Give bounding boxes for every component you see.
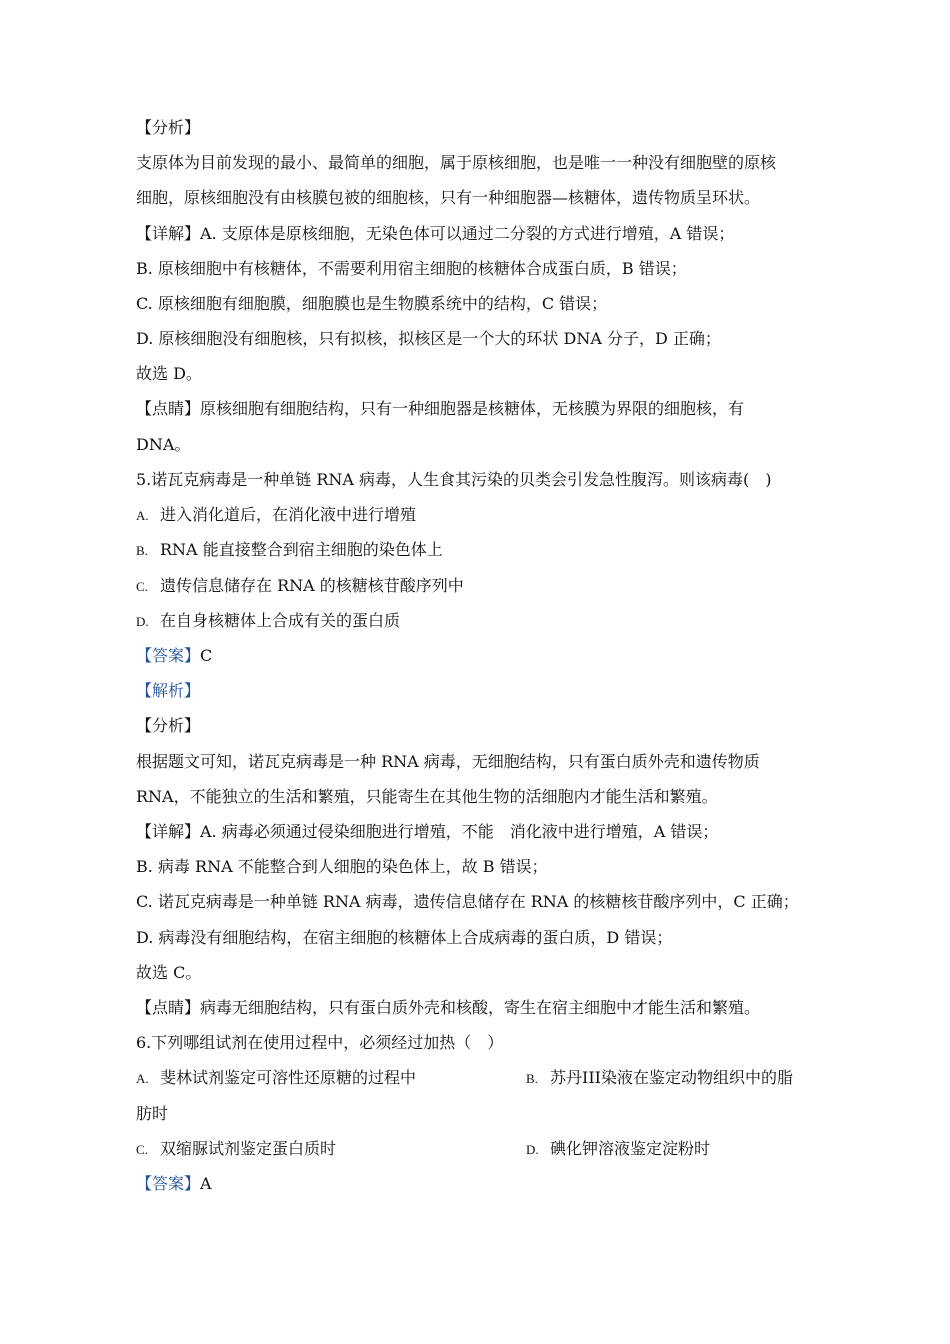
key-point-line-1: 【点睛】原核细胞有细胞结构，只有一种细胞器是核糖体，无核膜为界限的细胞核，有 [136, 399, 745, 418]
q5-key-point: 【点睛】病毒无细胞结构，只有蛋白质外壳和核酸，寄生在宿主细胞中才能生活和繁殖。 [136, 998, 761, 1017]
option-letter: B. [136, 543, 148, 558]
q5-choose-c: 故选 C。 [136, 963, 202, 982]
q5-detail-b: B. 病毒 RNA 不能整合到人细胞的染色体上，故 B 错误； [136, 857, 548, 876]
q6-option-c [136, 1138, 516, 1161]
choose-d-line: 故选 D。 [136, 364, 202, 383]
option-text: 在自身核糖体上合成有关的蛋白质 [160, 611, 401, 630]
answer-value: C [200, 646, 213, 665]
q5-option-c [136, 575, 826, 598]
option-text: 进入消化道后，在消化液中进行增殖 [160, 505, 417, 524]
analysis-heading: 【分析】 [136, 118, 201, 137]
q5-analysis-heading: 【分析】 [136, 716, 201, 735]
q6-option-d [526, 1138, 710, 1161]
q6-answer [136, 1173, 826, 1195]
q5-jiexi-label: 【解析】 [136, 681, 201, 700]
answer-value: A [200, 1174, 212, 1193]
q5-option-b [136, 539, 826, 562]
q5-detail-d: D. 病毒没有细胞结构，在宿主细胞的核糖体上合成病毒的蛋白质，D 错误； [136, 928, 673, 947]
answer-label: 【答案】 [136, 646, 201, 665]
q6-option-b [526, 1067, 793, 1090]
detail-line-d: D. 原核细胞没有细胞核，只有拟核，拟核区是一个大的环状 DNA 分子，D 正确； [136, 329, 721, 348]
answer-label: 【答案】 [136, 1174, 201, 1193]
option-letter: A. [136, 508, 149, 523]
q5-detail-c: C. 诺瓦克病毒是一种单链 RNA 病毒，遗传信息储存在 RNA 的核糖核苷酸序列中，C 正确； [136, 892, 799, 911]
q6-option-b-continuation: 肪时 [136, 1104, 169, 1123]
option-letter: C. [136, 579, 148, 594]
q5-option-a [136, 504, 826, 527]
q5-detail-a: 【详解】A. 病毒必须通过侵染细胞进行增殖，不能 消化液中进行增殖，A 错误； [136, 822, 719, 841]
question-6-stem: 6.下列哪组试剂在使用过程中，必须经过加热（ ） [136, 1033, 504, 1052]
q5-analysis-line-2: RNA，不能独立的生活和繁殖，只能寄生在其他生物的活细胞内才能生活和繁殖。 [136, 787, 718, 806]
question-5-stem: 5.诺瓦克病毒是一种单链 RNA 病毒，人生食其污染的贝类会引发急性腹泻。则该病毒( ) [136, 470, 772, 489]
detail-line-c: C. 原核细胞有细胞膜，细胞膜也是生物膜系统中的结构，C 错误； [136, 294, 608, 313]
option-text: RNA 能直接整合到宿主细胞的染色体上 [160, 540, 443, 559]
analysis-text-line-2: 细胞，原核细胞没有由核膜包被的细胞核，只有一种细胞器—核糖体，遗传物质呈环状。 [136, 188, 761, 207]
q5-option-d [136, 610, 826, 633]
option-text: 碘化钾溶液鉴定淀粉时 [550, 1139, 711, 1158]
option-letter: D. [136, 614, 149, 629]
detail-line-a: 【详解】A. 支原体是原核细胞，无染色体可以通过二分裂的方式进行增殖，A 错误； [136, 224, 735, 243]
option-text: 斐林试剂鉴定可溶性还原糖的过程中 [160, 1068, 417, 1087]
option-letter: A. [136, 1071, 149, 1086]
option-text: 苏丹III染液在鉴定动物组织中的脂 [550, 1068, 793, 1087]
option-text: 遗传信息储存在 RNA 的核糖核苷酸序列中 [160, 576, 464, 595]
option-letter: D. [526, 1142, 539, 1157]
analysis-text-line-1: 支原体为目前发现的最小、最简单的细胞，属于原核细胞，也是唯一一种没有细胞壁的原核 [136, 153, 777, 172]
option-letter: C. [136, 1142, 148, 1157]
q5-analysis-line-1: 根据题文可知，诺瓦克病毒是一种 RNA 病毒，无细胞结构，只有蛋白质外壳和遗传物质 [136, 752, 760, 771]
key-point-line-2: DNA。 [136, 435, 191, 454]
q6-option-a [136, 1067, 516, 1090]
option-letter: B. [526, 1071, 538, 1086]
option-text: 双缩脲试剂鉴定蛋白质时 [160, 1139, 337, 1158]
detail-line-b: B. 原核细胞中有核糖体，不需要利用宿主细胞的核糖体合成蛋白质，B 错误； [136, 259, 687, 278]
q5-answer [136, 645, 826, 667]
